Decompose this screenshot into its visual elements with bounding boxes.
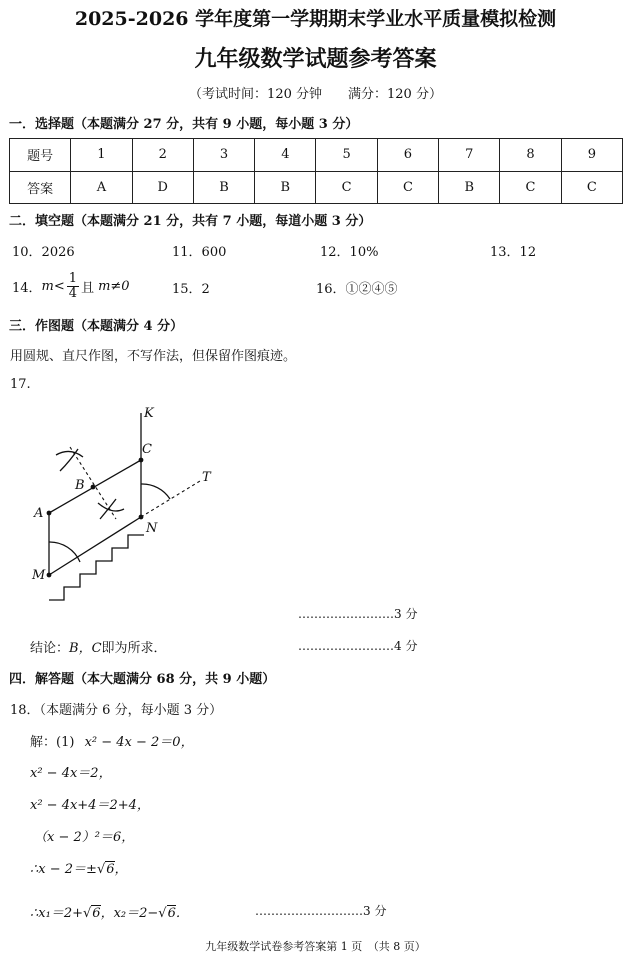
line6-text-c: ． bbox=[175, 906, 189, 921]
point-c bbox=[139, 458, 144, 463]
solution-line-5: ∴x − 2＝±√6， bbox=[30, 862, 128, 877]
question-number: 8 bbox=[500, 139, 561, 172]
q14-prefix: 14． bbox=[12, 280, 42, 296]
radicand: 6 bbox=[92, 906, 101, 921]
construction-arc bbox=[98, 503, 124, 511]
fraction-numerator: 1 bbox=[68, 270, 78, 286]
construction-arc bbox=[100, 499, 116, 519]
section-1-heading: 一．选择题（本题满分 27 分，共有 9 小题，每小题 3 分） bbox=[9, 117, 359, 132]
table-row-answers bbox=[10, 171, 623, 204]
point-n bbox=[139, 515, 144, 520]
row-label-question: 题号 bbox=[10, 139, 71, 172]
label-t: T bbox=[202, 470, 211, 485]
question-number: 5 bbox=[316, 139, 377, 172]
construction-arc bbox=[56, 451, 83, 457]
label-a: A bbox=[34, 506, 44, 521]
construction-instruction: 用圆规、直尺作图，不写作法，但保留作图痕迹。 bbox=[10, 349, 297, 364]
q14-lt: < bbox=[53, 278, 65, 294]
page-footer: 九年级数学试卷参考答案第 1 页 （共 8 页） bbox=[205, 940, 426, 953]
q14-tail: m≠0 bbox=[98, 278, 130, 294]
point-m bbox=[47, 573, 52, 578]
solution-prefix: 解：(1) bbox=[30, 735, 75, 750]
answer-13: 13．12 bbox=[490, 245, 537, 260]
answer-15: 15．2 bbox=[172, 282, 210, 297]
radicand: 6 bbox=[106, 862, 115, 877]
answer-cell: C bbox=[377, 171, 438, 204]
label-c: C bbox=[142, 442, 152, 457]
line5-text: ∴x − 2＝± bbox=[30, 862, 97, 877]
answer-14 bbox=[12, 266, 130, 306]
question-number: 3 bbox=[193, 139, 254, 172]
solution-line-6: ∴x₁＝2+√6，x₂＝2−√6． bbox=[30, 906, 189, 921]
conclusion bbox=[30, 637, 167, 656]
answer-cell: C bbox=[500, 171, 561, 204]
line5-end: ， bbox=[114, 862, 128, 877]
row-label-answer: 答案 bbox=[10, 171, 71, 204]
segment-mn bbox=[49, 517, 141, 575]
question-number: 9 bbox=[561, 139, 622, 172]
solution-line-1 bbox=[30, 731, 194, 750]
question-17-number: 17. bbox=[10, 377, 31, 392]
answer-cell: B bbox=[193, 171, 254, 204]
answer-cell: B bbox=[439, 171, 500, 204]
section-2-heading: 二．填空题（本题满分 21 分，共有 7 小题，每道小题 3 分） bbox=[9, 214, 372, 229]
conclusion-vars: B，C bbox=[69, 641, 102, 656]
answer-16: 16．①②④⑤ bbox=[316, 282, 398, 297]
construction-diagram bbox=[20, 395, 235, 620]
point-b bbox=[91, 485, 96, 490]
exam-title: 2025-2026 学年度第一学期期末学业水平质量模拟检测 bbox=[74, 8, 557, 30]
point-a bbox=[47, 511, 52, 516]
answer-cell: C bbox=[316, 171, 377, 204]
conclusion-prefix: 结论： bbox=[30, 641, 70, 656]
fraction-denominator: 4 bbox=[68, 285, 78, 301]
radicand: 6 bbox=[167, 906, 176, 921]
solution-line-3: x² − 4x+4＝2+4， bbox=[30, 798, 150, 813]
line6-text-b: ，x₂＝2− bbox=[100, 906, 159, 921]
q14-m: m bbox=[41, 278, 54, 294]
question-number: 4 bbox=[255, 139, 316, 172]
answer-key-title: 九年级数学试题参考答案 bbox=[194, 46, 437, 72]
label-n: N bbox=[146, 521, 158, 536]
answer-table bbox=[9, 138, 623, 204]
arc-at-n bbox=[141, 484, 170, 499]
conclusion-suffix: 即为所求． bbox=[101, 641, 167, 656]
exam-info: （考试时间：120 分钟 满分：120 分） bbox=[189, 87, 442, 102]
question-number: 2 bbox=[132, 139, 193, 172]
equation: x² − 4x − 2＝0， bbox=[84, 735, 194, 750]
section-4-heading: 四．解答题（本大题满分 68 分，共 9 小题） bbox=[9, 672, 276, 687]
answer-cell: A bbox=[71, 171, 132, 204]
answer-12: 12．10% bbox=[320, 245, 379, 260]
label-b: B bbox=[75, 478, 85, 493]
ray-nt bbox=[141, 481, 200, 517]
solution-line-2: x² − 4x＝2， bbox=[30, 766, 112, 781]
fraction bbox=[67, 272, 79, 300]
score-line-3: ……………………3 分 bbox=[298, 607, 418, 621]
label-k: K bbox=[144, 406, 154, 421]
answer-cell: D bbox=[132, 171, 193, 204]
answer-11: 11．600 bbox=[172, 245, 227, 260]
table-row-numbers bbox=[10, 139, 623, 172]
score-line-4: ……………………4 分 bbox=[298, 639, 418, 653]
section-3-heading: 三．作图题（本题满分 4 分） bbox=[9, 319, 184, 334]
answer-10: 10．2026 bbox=[12, 245, 75, 260]
solution-line-4: （x − 2）²＝6， bbox=[34, 830, 135, 845]
question-number: 1 bbox=[71, 139, 132, 172]
question-number: 7 bbox=[439, 139, 500, 172]
score-line-18: ………………………3 分 bbox=[255, 904, 387, 918]
answer-cell: C bbox=[561, 171, 622, 204]
question-18-heading: 18．（本题满分 6 分，每小题 3 分） bbox=[10, 703, 223, 718]
line6-text-a: ∴x₁＝2+ bbox=[30, 906, 83, 921]
q14-and: 且 bbox=[81, 280, 95, 296]
label-m: M bbox=[32, 568, 46, 583]
question-number: 6 bbox=[377, 139, 438, 172]
answer-cell: B bbox=[255, 171, 316, 204]
